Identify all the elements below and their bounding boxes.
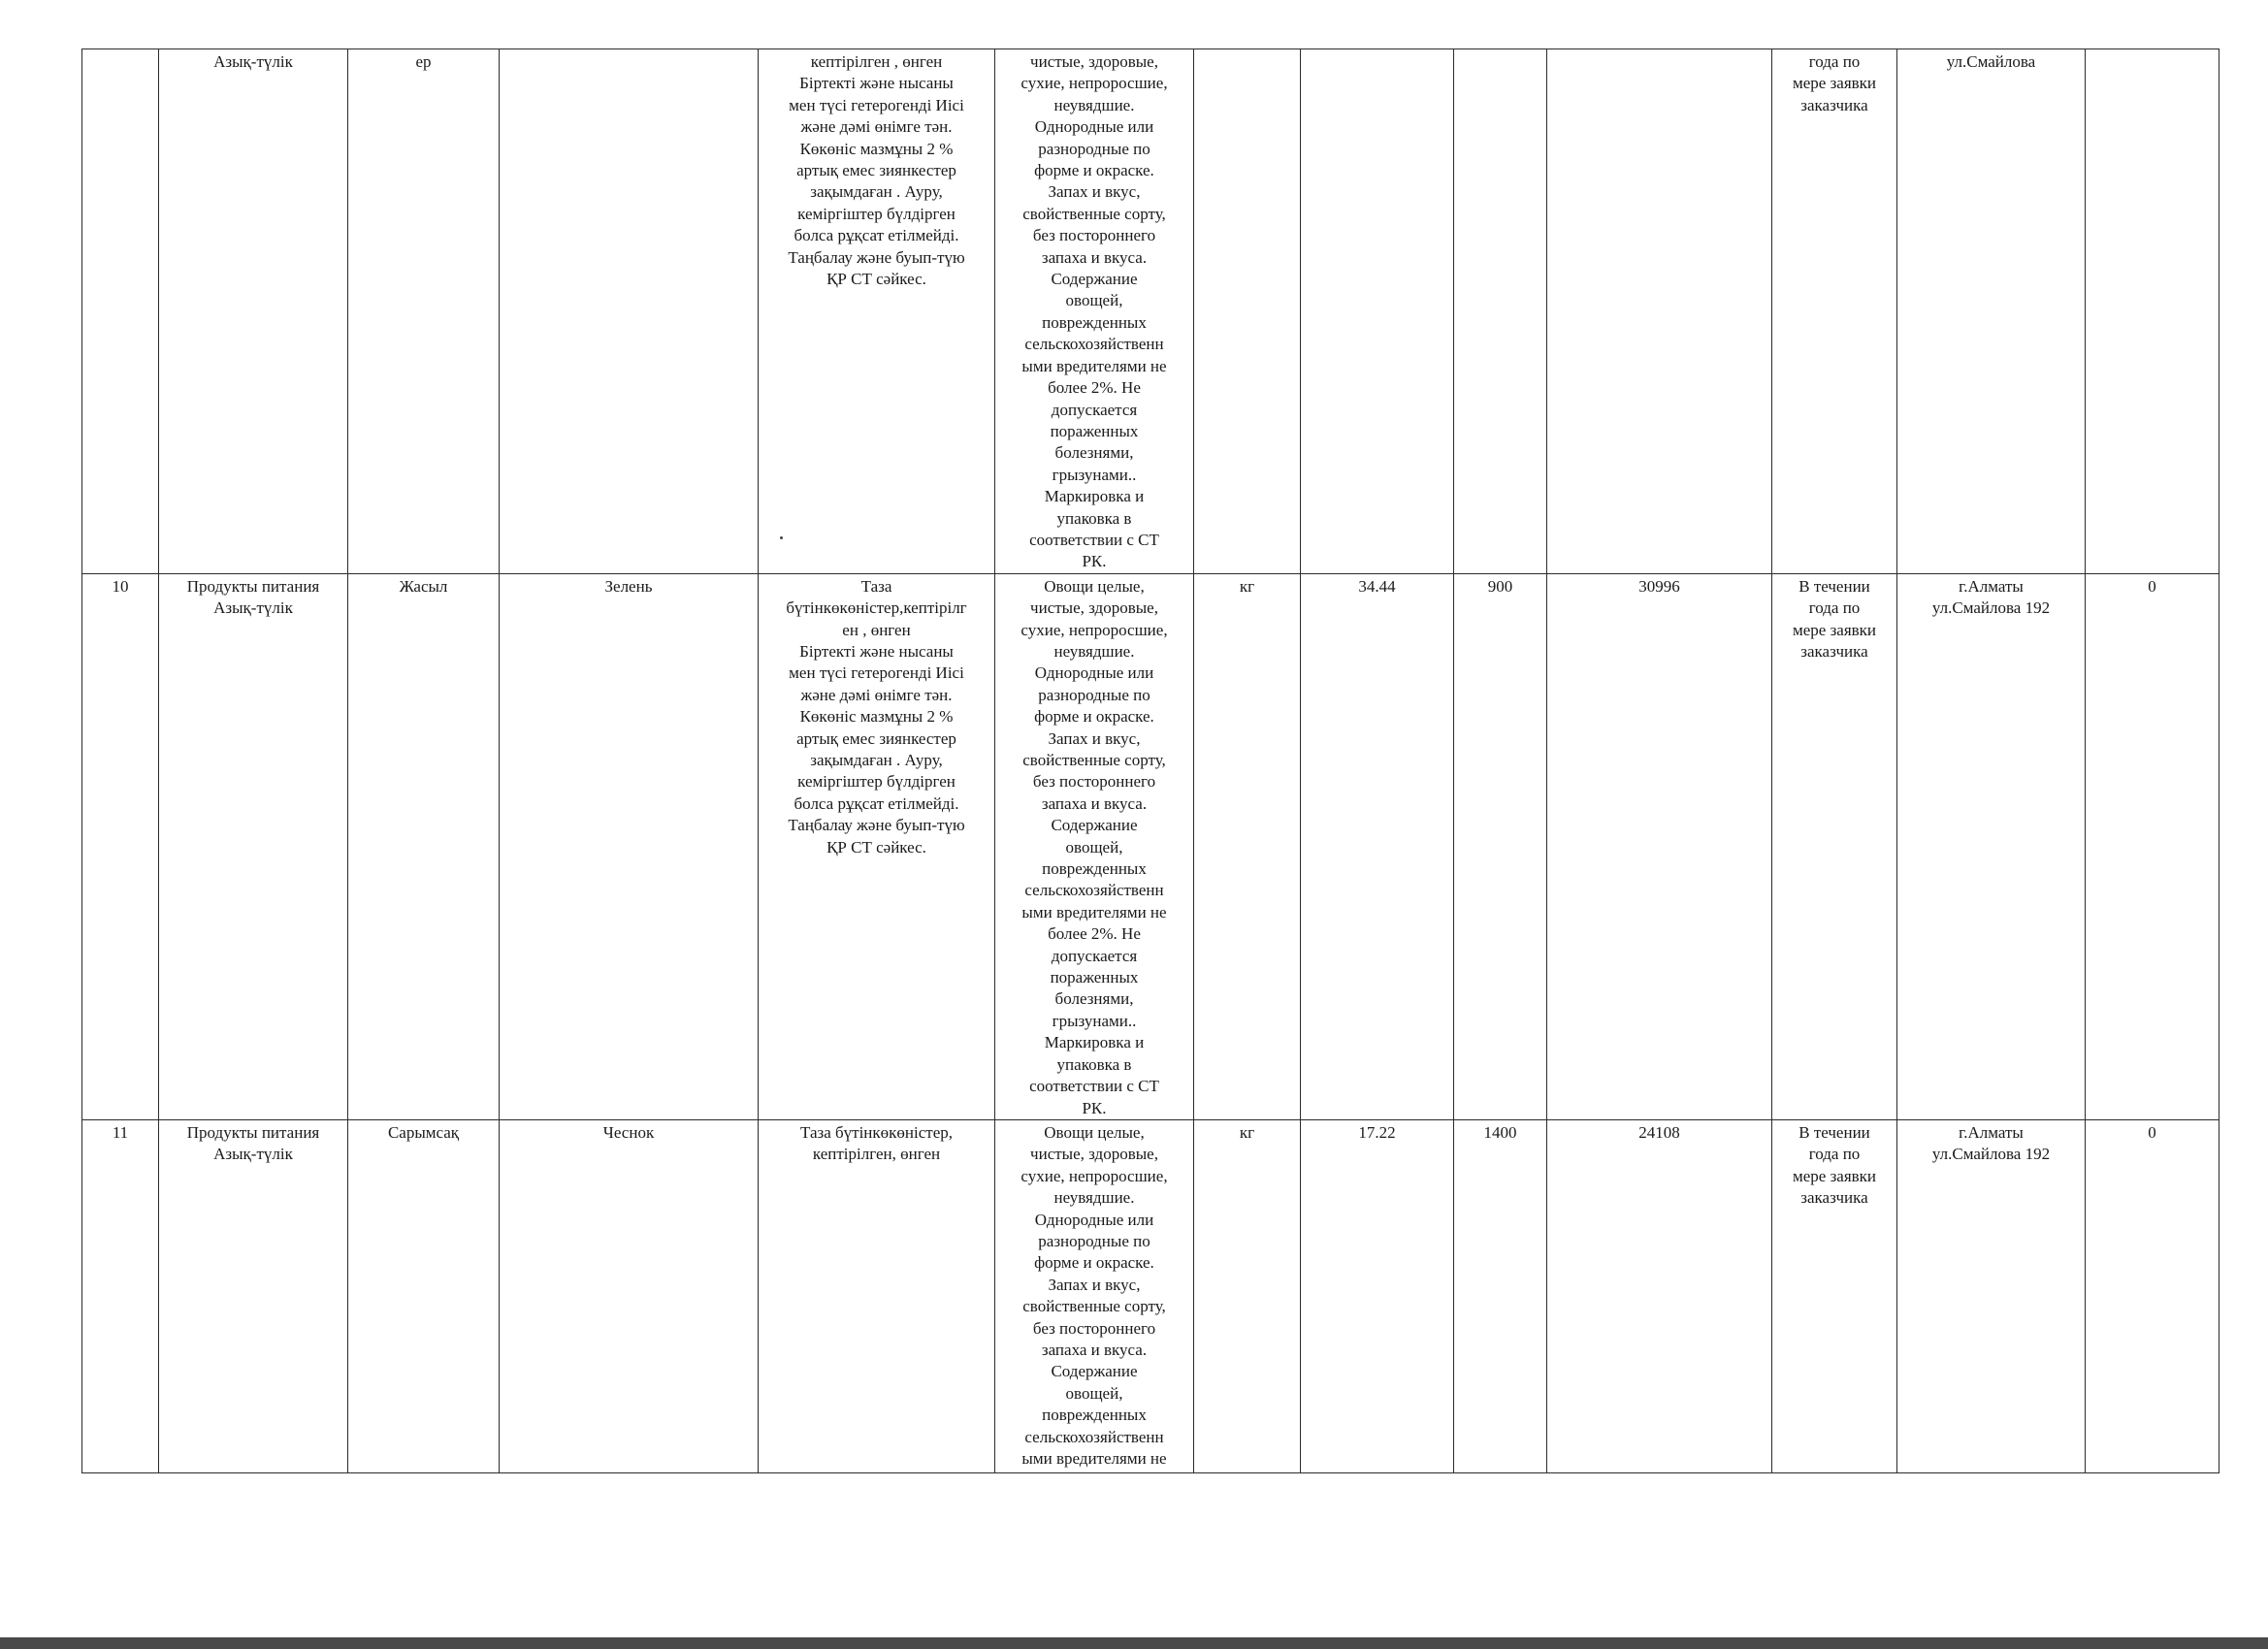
table-row — [82, 573, 2219, 1119]
table-row — [82, 49, 2219, 574]
cell-unit: кг — [1194, 573, 1301, 1119]
cell-name-ru: Чеснок — [500, 1119, 759, 1472]
cell-name-kz: Жасыл — [348, 573, 500, 1119]
cell-spec-ru: Овощи целые, чистые, здоровые, сухие, непроросшие, неувядшие. Однородные или разнородные по форме и окраске. Запах и вкус, свойственные сорту, без постороннего запаха и вкуса. Содержание овощей, поврежденных сельскохозяйственн ыми вредителями не — [995, 1119, 1194, 1472]
cell-name-ru: Зелень — [500, 573, 759, 1119]
cell-unit: кг — [1194, 1119, 1301, 1472]
procurement-table — [81, 48, 2219, 1473]
cell-price — [1454, 49, 1547, 574]
cell-delivery-place: г.Алматы ул.Смайлова 192 — [1897, 573, 2086, 1119]
cell-category: Продукты питания Азық-түлік — [159, 573, 348, 1119]
cell-sum: 24108 — [1547, 1119, 1772, 1472]
cell-sum — [1547, 49, 1772, 574]
cell-name-kz: ер — [348, 49, 500, 574]
cell-price: 1400 — [1454, 1119, 1547, 1472]
cell-spec-ru: чистые, здоровые, сухие, непроросшие, неувядшие. Однородные или разнородные по форме и окраске. Запах и вкус, свойственные сорту, без постороннего запаха и вкуса. Содержание овощей, поврежденных сельскохозяйственн ыми вредителями не более 2%. Не допускается пораженных болезнями, грызунами.. Маркировка и упаковка в соответствии с СТ РК. — [995, 49, 1194, 574]
cell-number: 10 — [82, 573, 159, 1119]
cell-delivery-term: В течении года по мере заявки заказчика — [1772, 573, 1897, 1119]
cell-category: Азық-түлік — [159, 49, 348, 574]
table-row — [82, 1119, 2219, 1472]
cell-quantity: 34.44 — [1301, 573, 1454, 1119]
cell-spec-kz: Таза бүтінкөкөністер,кептірілг ен , өнген Біртекті және нысаны мен түсі гетерогенді Иісі және дәмі өнімге тән. Көкөніс мазмұны 2 % артық емес зиянкестер зақымдаған . Ауру, кеміргіштер бүлдірген болса рұқсат етілмейді. Таңбалау және буып-түю ҚР СТ сәйкес. — [759, 573, 995, 1119]
cell-advance: 0 — [2086, 573, 2219, 1119]
cell-advance — [2086, 49, 2219, 574]
cell-spec-kz: кептірілген , өнген Біртекті және нысаны мен түсі гетерогенді Иісі және дәмі өнімге тән. Көкөніс мазмұны 2 % артық емес зиянкестер зақымдаған . Ауру, кеміргіштер бүлдірген болса рұқсат етілмейді. Таңбалау және буып-түю ҚР СТ сәйкес. — [759, 49, 995, 574]
cell-name-kz: Сарымсақ — [348, 1119, 500, 1472]
cell-delivery-place: г.Алматы ул.Смайлова 192 — [1897, 1119, 2086, 1472]
cell-number: 11 — [82, 1119, 159, 1472]
scan-speck — [780, 536, 783, 539]
cell-advance: 0 — [2086, 1119, 2219, 1472]
cell-spec-kz: Таза бүтінкөкөністер, кептірілген, өнген — [759, 1119, 995, 1472]
cell-quantity — [1301, 49, 1454, 574]
cell-delivery-term: года по мере заявки заказчика — [1772, 49, 1897, 574]
cell-delivery-place: ул.Смайлова — [1897, 49, 2086, 574]
scanner-edge-bar — [0, 1637, 2268, 1649]
cell-number — [82, 49, 159, 574]
cell-spec-ru: Овощи целые, чистые, здоровые, сухие, непроросшие, неувядшие. Однородные или разнородные по форме и окраске. Запах и вкус, свойственные сорту, без постороннего запаха и вкуса. Содержание овощей, поврежденных сельскохозяйственн ыми вредителями не более 2%. Не допускается пораженных болезнями, грызунами.. Маркировка и упаковка в соответствии с СТ РК. — [995, 573, 1194, 1119]
cell-quantity: 17.22 — [1301, 1119, 1454, 1472]
cell-category: Продукты питания Азық-түлік — [159, 1119, 348, 1472]
cell-delivery-term: В течении года по мере заявки заказчика — [1772, 1119, 1897, 1472]
cell-unit — [1194, 49, 1301, 574]
cell-name-ru — [500, 49, 759, 574]
cell-price: 900 — [1454, 573, 1547, 1119]
cell-sum: 30996 — [1547, 573, 1772, 1119]
